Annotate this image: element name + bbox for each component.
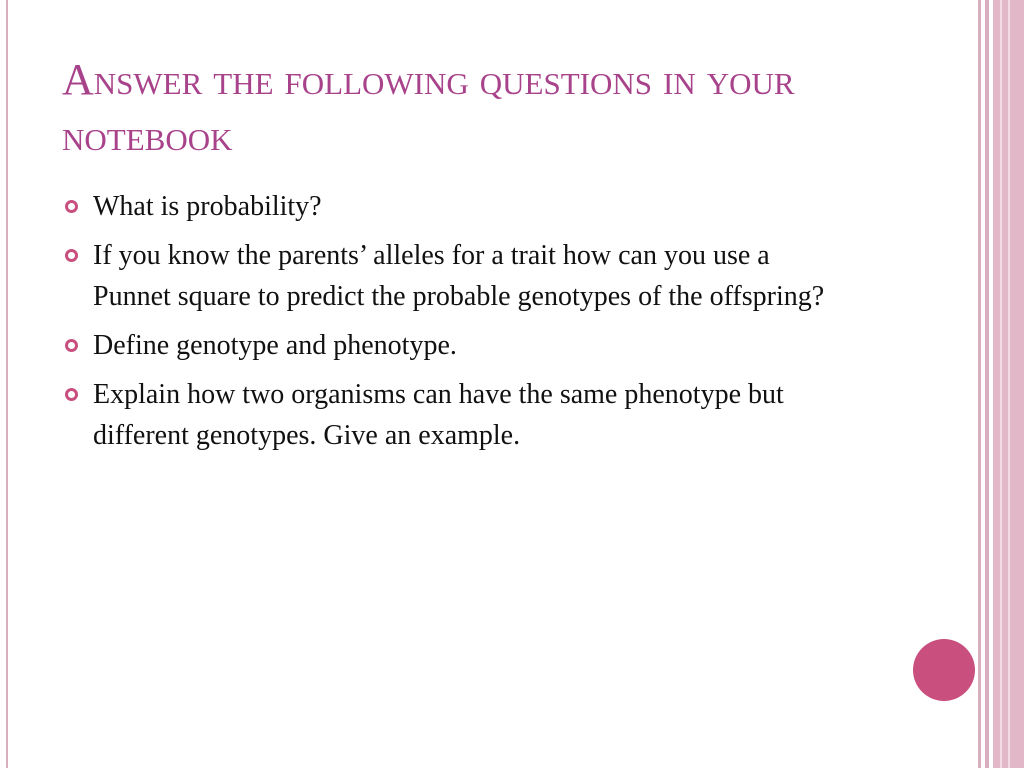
right-border-highlight [1000, 0, 1002, 768]
ring-bullet-icon [65, 388, 78, 401]
list-item [62, 325, 852, 366]
left-border-line [6, 0, 8, 768]
bullet-text: What is probability? [93, 191, 322, 222]
list-item [62, 235, 852, 317]
decorative-circle [913, 639, 975, 701]
ring-bullet-icon [65, 339, 78, 352]
right-border-stripe [985, 0, 989, 768]
ring-bullet-icon [65, 200, 78, 213]
slide-title: Answer the following questions in your notebook [62, 55, 795, 160]
list-item [62, 186, 852, 227]
right-border-highlight [1008, 0, 1010, 768]
bullet-text: If you know the parents’ alleles for a trait how can you use a Punnet square to predict the probable genotypes of the offspring? [93, 240, 825, 312]
ring-bullet-icon [65, 249, 78, 262]
right-border-stripe [978, 0, 981, 768]
bullet-text: Explain how two organisms can have the same phenotype but different genotypes. Give an example. [93, 379, 784, 451]
bullet-text: Define genotype and phenotype. [93, 330, 457, 361]
bullet-list [62, 186, 852, 464]
list-item [62, 374, 852, 456]
